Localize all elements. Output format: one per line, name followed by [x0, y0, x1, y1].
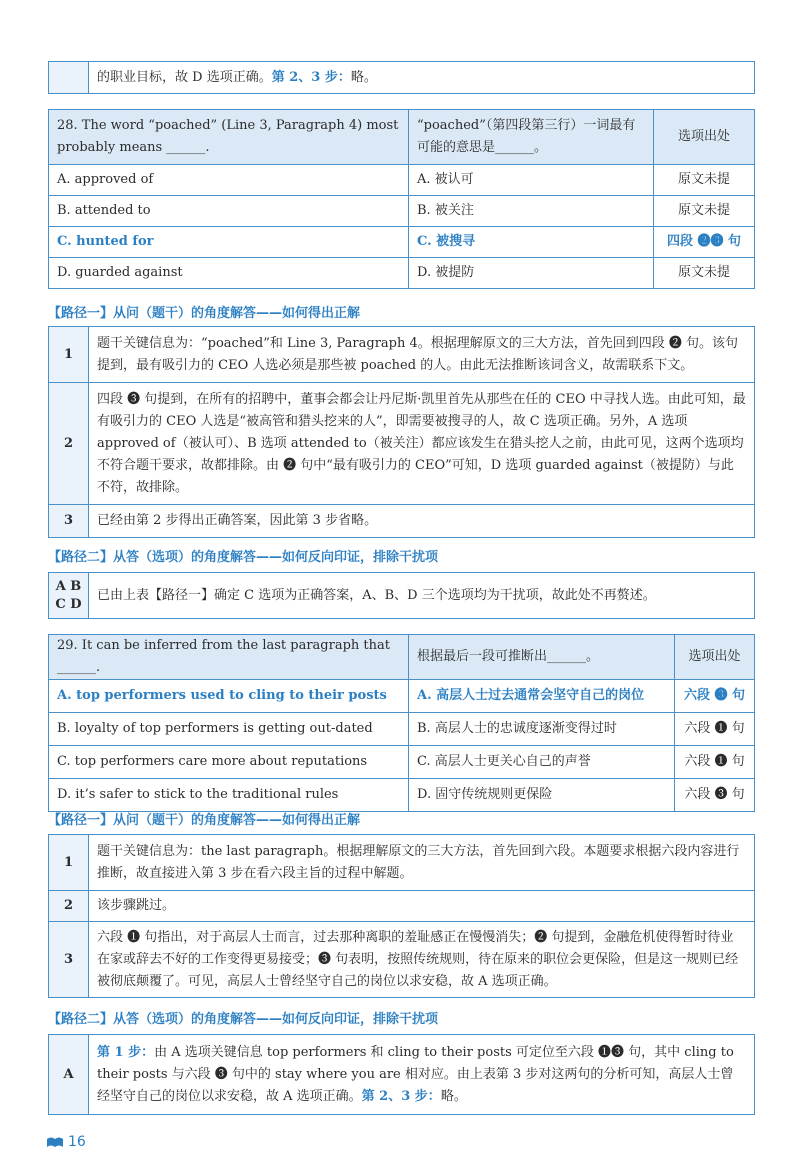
- table-row: B. attended to B. 被关注 原文未提: [49, 196, 755, 227]
- step-row: 3 已经由第 2 步得出正确答案，因此第 3 步省略。: [49, 505, 755, 538]
- q29-question-cn: 根据最后一段可推断出______。: [409, 635, 675, 680]
- top-continuation-box: 的职业目标，故 D 选项正确。第 2、3 步：略。: [48, 61, 755, 94]
- q29-source-header: 选项出处: [675, 635, 755, 680]
- table-row-correct: C. hunted for C. 被搜寻 四段 ❷❸ 句: [49, 227, 755, 258]
- table-row-correct: A. top performers used to cling to their posts A. 高层人士过去通常会坚守自己的岗位 六段 ❸ 句: [49, 680, 755, 713]
- step-row: 2 该步骤跳过。: [49, 891, 755, 922]
- table-row: D. it’s safer to stick to the traditional rules D. 固守传统规则更保险 六段 ❸ 句: [49, 779, 755, 812]
- q28-path2-title: 【路径二】从答（选项）的角度解答——如何反向印证，排除干扰项: [48, 550, 439, 565]
- q28-source-header: 选项出处: [654, 110, 755, 165]
- q29-path2-title: 【路径二】从答（选项）的角度解答——如何反向印证，排除干扰项: [48, 1012, 439, 1027]
- q28-path1-steps: [48, 326, 755, 538]
- table-row: D. guarded against D. 被提防 原文未提: [49, 258, 755, 289]
- q28-question-cn: “poached”（第四段第三行）一词最有可能的意思是______。: [409, 110, 654, 165]
- q29-path1-title: 【路径一】从问（题干）的角度解答——如何得出正解: [48, 813, 361, 828]
- step-row: 2 四段 ❸ 句提到，在所有的招聘中，董事会都会让丹尼斯·凯里首先从那些在任的 CEO 中寻找人选。由此可知，最有吸引力的 CEO 人选是“被高管和猎头挖来的人”，即需要被搜寻的人，故 C 选项正确。另外，A 选项 approved of（被认可）、B 选项 attended to（被关注）都应该发生在猎头挖人之前，由此可见，这两个选项均不符合题干要求，故都排除。由 ❷ 句中“最有吸引力的 CEO”可知，D 选项 guarded against（被提防）与此不符，故排除。: [49, 383, 755, 505]
- table-row: C. top performers care more about reputations C. 高层人士更关心自己的声誉 六段 ❶ 句: [49, 746, 755, 779]
- q29-path2-box: A 第 1 步：由 A 选项关键信息 top performers 和 cling to their posts 可定位至六段 ❶❸ 句，其中 cling to their posts 与六段 ❸ 句中的 stay where you are 相对应。由上表第 3 步对这两句的分析可知，高层人士曾经坚守自己的岗位以求安稳，故 A 选项正确。第 2、3 步：略。: [48, 1034, 755, 1115]
- q29-options-table: [48, 634, 755, 812]
- step-row: 1 题干关键信息为：“poached”和 Line 3, Paragraph 4。根据理解原文的三大方法，首先回到四段 ❷ 句。该句提到，最有吸引力的 CEO 人选必须是那些被 poached 的人。由此无法推断该词含义，故需联系下文。: [49, 327, 755, 383]
- q28-header-row: [49, 110, 755, 165]
- q28-question-en: 28. The word “poached” (Line 3, Paragraph 4) most probably means ______.: [49, 110, 409, 165]
- q29-header-row: [49, 635, 755, 680]
- page-number: 16: [68, 1134, 86, 1150]
- step-row: 1 题干关键信息为：the last paragraph。根据理解原文的三大方法，首先回到六段。本题要求根据六段内容进行推断，故直接进入第 3 步在看六段主旨的过程中解题。: [49, 835, 755, 891]
- q28-path1-title: 【路径一】从问（题干）的角度解答——如何得出正解: [48, 306, 361, 321]
- q29-question-en: 29. It can be inferred from the last paragraph that ______.: [49, 635, 409, 680]
- step-row: 3 六段 ❶ 句指出，对于高层人士而言，过去那种离职的羞耻感正在慢慢消失；❷ 句提到，金融危机使得暂时待业在家或辞去不好的工作变得更易接受；❸ 句表明，按照传统规则，待在原来的职位会更保险，但是这一规则已经被彻底颠覆了。可见，高层人士曾经坚守自己的岗位以求安稳，故 A 选项正确。: [49, 922, 755, 998]
- table-row: A. approved of A. 被认可 原文未提: [49, 165, 755, 196]
- book-icon: [46, 1136, 64, 1148]
- q28-path2-box: A B C D 已由上表【路径一】确定 C 选项为正确答案，A、B、D 三个选项均为干扰项，故此处不再赘述。: [48, 572, 755, 619]
- q28-options-table: [48, 109, 755, 289]
- table-row: B. loyalty of top performers is getting out-dated B. 高层人士的忠诚度逐渐变得过时 六段 ❶ 句: [49, 713, 755, 746]
- page-footer: [46, 1134, 86, 1150]
- q29-path1-steps: [48, 834, 755, 998]
